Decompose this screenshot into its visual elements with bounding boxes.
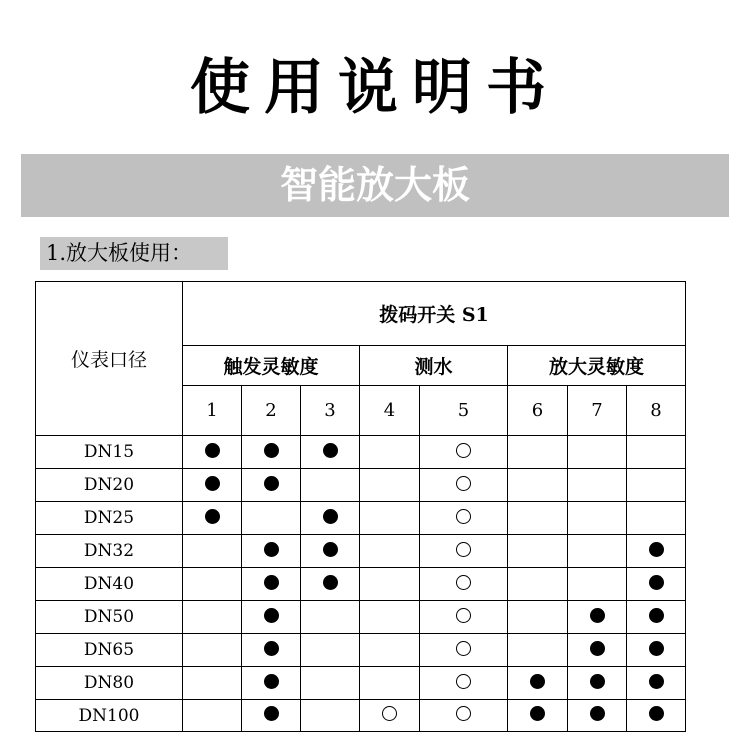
- switch-state-cell: [242, 634, 301, 667]
- open-circle-icon: [456, 509, 471, 524]
- pipe-size-cell: [36, 568, 183, 601]
- switch-state-cell: [183, 700, 242, 732]
- section-heading-text: 1.放大板使用：: [46, 241, 193, 265]
- filled-dot-icon: [205, 509, 220, 524]
- open-circle-icon: [456, 706, 471, 721]
- filled-dot-icon: [590, 706, 605, 721]
- dip-switch-table: [35, 281, 686, 732]
- switch-state-cell: [242, 535, 301, 568]
- switch-state-cell: [242, 469, 301, 502]
- switch-state-cell: [183, 502, 242, 535]
- switch-state-cell: [183, 568, 242, 601]
- switch-state-cell: [627, 700, 686, 732]
- switch-state-cell: [420, 667, 508, 700]
- open-circle-icon: [456, 443, 471, 458]
- switch-state-cell: [568, 502, 627, 535]
- switch-state-cell: [360, 436, 420, 469]
- switch-state-cell: [508, 568, 568, 601]
- filled-dot-icon: [590, 608, 605, 623]
- pipe-size: DN65: [83, 640, 135, 660]
- banner-text: 智能放大板: [279, 163, 470, 207]
- switch-state-cell: [627, 535, 686, 568]
- switch-state-cell: [360, 502, 420, 535]
- group-header: 拨码开关 S1: [379, 304, 489, 326]
- filled-dot-icon: [649, 641, 664, 656]
- switch-state-cell: [568, 436, 627, 469]
- switch-state-cell: [183, 601, 242, 634]
- switch-state-cell: [301, 601, 360, 634]
- switch-number: 5: [457, 400, 470, 421]
- group-amplify-sensitivity: [508, 346, 686, 386]
- section-banner: [21, 154, 729, 217]
- switch-state-cell: [360, 700, 420, 732]
- pipe-size: DN32: [83, 541, 135, 561]
- switch-state-cell: [627, 601, 686, 634]
- open-circle-icon: [456, 674, 471, 689]
- switch-state-cell: [627, 568, 686, 601]
- pipe-size: DN50: [83, 607, 135, 627]
- switch-state-cell: [508, 502, 568, 535]
- switch-state-cell: [183, 535, 242, 568]
- pipe-size: DN15: [83, 442, 135, 462]
- table-row: [36, 634, 686, 667]
- switch-state-cell: [301, 667, 360, 700]
- switch-state-cell: [420, 535, 508, 568]
- row-header: 仪表口径: [70, 349, 147, 371]
- pipe-size: DN80: [83, 673, 135, 693]
- filled-dot-icon: [649, 674, 664, 689]
- switch-state-cell: [568, 568, 627, 601]
- filled-dot-icon: [323, 575, 338, 590]
- switch-number-cell: [508, 386, 568, 436]
- switch-state-cell: [568, 535, 627, 568]
- pipe-size-cell: [36, 634, 183, 667]
- pipe-size-cell: [36, 469, 183, 502]
- switch-state-cell: [183, 436, 242, 469]
- switch-state-cell: [568, 700, 627, 732]
- filled-dot-icon: [264, 674, 279, 689]
- switch-state-cell: [301, 634, 360, 667]
- switch-state-cell: [360, 634, 420, 667]
- switch-state-cell: [301, 502, 360, 535]
- open-circle-icon: [456, 542, 471, 557]
- switch-state-cell: [360, 601, 420, 634]
- switch-number: 4: [383, 400, 396, 421]
- document-title: 使用说明书: [190, 53, 560, 123]
- switch-number-cell: [360, 386, 420, 436]
- open-circle-icon: [456, 641, 471, 656]
- open-circle-icon: [456, 575, 471, 590]
- filled-dot-icon: [264, 542, 279, 557]
- switch-number: 8: [650, 400, 662, 421]
- open-circle-icon: [456, 476, 471, 491]
- switch-state-cell: [420, 436, 508, 469]
- switch-state-cell: [301, 469, 360, 502]
- switch-state-cell: [360, 469, 420, 502]
- switch-number-cell: [183, 386, 242, 436]
- group-header-cell: [183, 282, 686, 346]
- switch-state-cell: [301, 535, 360, 568]
- table-row: [36, 535, 686, 568]
- switch-state-cell: [508, 601, 568, 634]
- pipe-size-cell: [36, 667, 183, 700]
- switch-state-cell: [301, 436, 360, 469]
- switch-state-cell: [360, 667, 420, 700]
- filled-dot-icon: [264, 706, 279, 721]
- pipe-size-cell: [36, 535, 183, 568]
- pipe-size-cell: [36, 601, 183, 634]
- switch-state-cell: [508, 469, 568, 502]
- filled-dot-icon: [323, 509, 338, 524]
- switch-number-cell: [242, 386, 301, 436]
- filled-dot-icon: [264, 608, 279, 623]
- row-header-cell: [36, 282, 183, 436]
- switch-state-cell: [568, 469, 627, 502]
- switch-state-cell: [420, 601, 508, 634]
- switch-state-cell: [301, 700, 360, 732]
- filled-dot-icon: [530, 674, 545, 689]
- group-label: 测水: [414, 356, 453, 378]
- switch-state-cell: [301, 568, 360, 601]
- switch-state-cell: [183, 667, 242, 700]
- switch-state-cell: [627, 436, 686, 469]
- switch-state-cell: [242, 502, 301, 535]
- filled-dot-icon: [205, 443, 220, 458]
- switch-state-cell: [242, 436, 301, 469]
- pipe-size-cell: [36, 436, 183, 469]
- section-heading: [40, 237, 228, 270]
- filled-dot-icon: [205, 476, 220, 491]
- filled-dot-icon: [590, 641, 605, 656]
- switch-state-cell: [508, 535, 568, 568]
- table-row: [36, 502, 686, 535]
- filled-dot-icon: [649, 608, 664, 623]
- group-water-detect: [360, 346, 508, 386]
- filled-dot-icon: [264, 476, 279, 491]
- switch-state-cell: [627, 469, 686, 502]
- switch-state-cell: [360, 568, 420, 601]
- switch-state-cell: [508, 634, 568, 667]
- switch-state-cell: [508, 436, 568, 469]
- table-row: [36, 568, 686, 601]
- switch-number-cell: [568, 386, 627, 436]
- switch-state-cell: [420, 469, 508, 502]
- switch-number: 1: [206, 400, 218, 421]
- filled-dot-icon: [649, 575, 664, 590]
- switch-state-cell: [420, 634, 508, 667]
- filled-dot-icon: [323, 542, 338, 557]
- table-row: [36, 700, 686, 732]
- switch-state-cell: [627, 634, 686, 667]
- switch-state-cell: [242, 568, 301, 601]
- switch-state-cell: [242, 700, 301, 732]
- switch-state-cell: [627, 502, 686, 535]
- switch-state-cell: [568, 601, 627, 634]
- switch-number-cell: [627, 386, 686, 436]
- switch-state-cell: [360, 535, 420, 568]
- switch-state-cell: [420, 568, 508, 601]
- switch-state-cell: [568, 667, 627, 700]
- filled-dot-icon: [264, 443, 279, 458]
- switch-state-cell: [627, 667, 686, 700]
- open-circle-icon: [382, 706, 397, 721]
- switch-number: 6: [531, 400, 544, 421]
- switch-number: 7: [591, 400, 603, 421]
- pipe-size-cell: [36, 502, 183, 535]
- pipe-size: DN40: [83, 574, 135, 594]
- switch-state-cell: [183, 469, 242, 502]
- filled-dot-icon: [649, 542, 664, 557]
- group-label: 放大灵敏度: [548, 356, 644, 378]
- table-row: [36, 436, 686, 469]
- switch-number: 3: [324, 400, 336, 421]
- table-row: [36, 667, 686, 700]
- pipe-size-cell: [36, 700, 183, 732]
- switch-state-cell: [242, 667, 301, 700]
- switch-number-cell: [301, 386, 360, 436]
- filled-dot-icon: [530, 706, 545, 721]
- switch-state-cell: [242, 601, 301, 634]
- switch-state-cell: [508, 667, 568, 700]
- switch-number-cell: [420, 386, 508, 436]
- filled-dot-icon: [590, 674, 605, 689]
- table-row: [36, 601, 686, 634]
- switch-number: 2: [265, 400, 277, 421]
- table-row: [36, 469, 686, 502]
- filled-dot-icon: [649, 706, 664, 721]
- pipe-size: DN20: [83, 475, 135, 495]
- filled-dot-icon: [264, 641, 279, 656]
- filled-dot-icon: [323, 443, 338, 458]
- open-circle-icon: [456, 608, 471, 623]
- pipe-size: DN100: [78, 705, 140, 726]
- switch-state-cell: [183, 634, 242, 667]
- pipe-size: DN25: [83, 508, 135, 528]
- group-trigger-sensitivity: [183, 346, 360, 386]
- switch-state-cell: [420, 700, 508, 732]
- switch-state-cell: [568, 634, 627, 667]
- filled-dot-icon: [264, 575, 279, 590]
- switch-state-cell: [420, 502, 508, 535]
- group-label: 触发灵敏度: [223, 356, 319, 378]
- switch-state-cell: [508, 700, 568, 732]
